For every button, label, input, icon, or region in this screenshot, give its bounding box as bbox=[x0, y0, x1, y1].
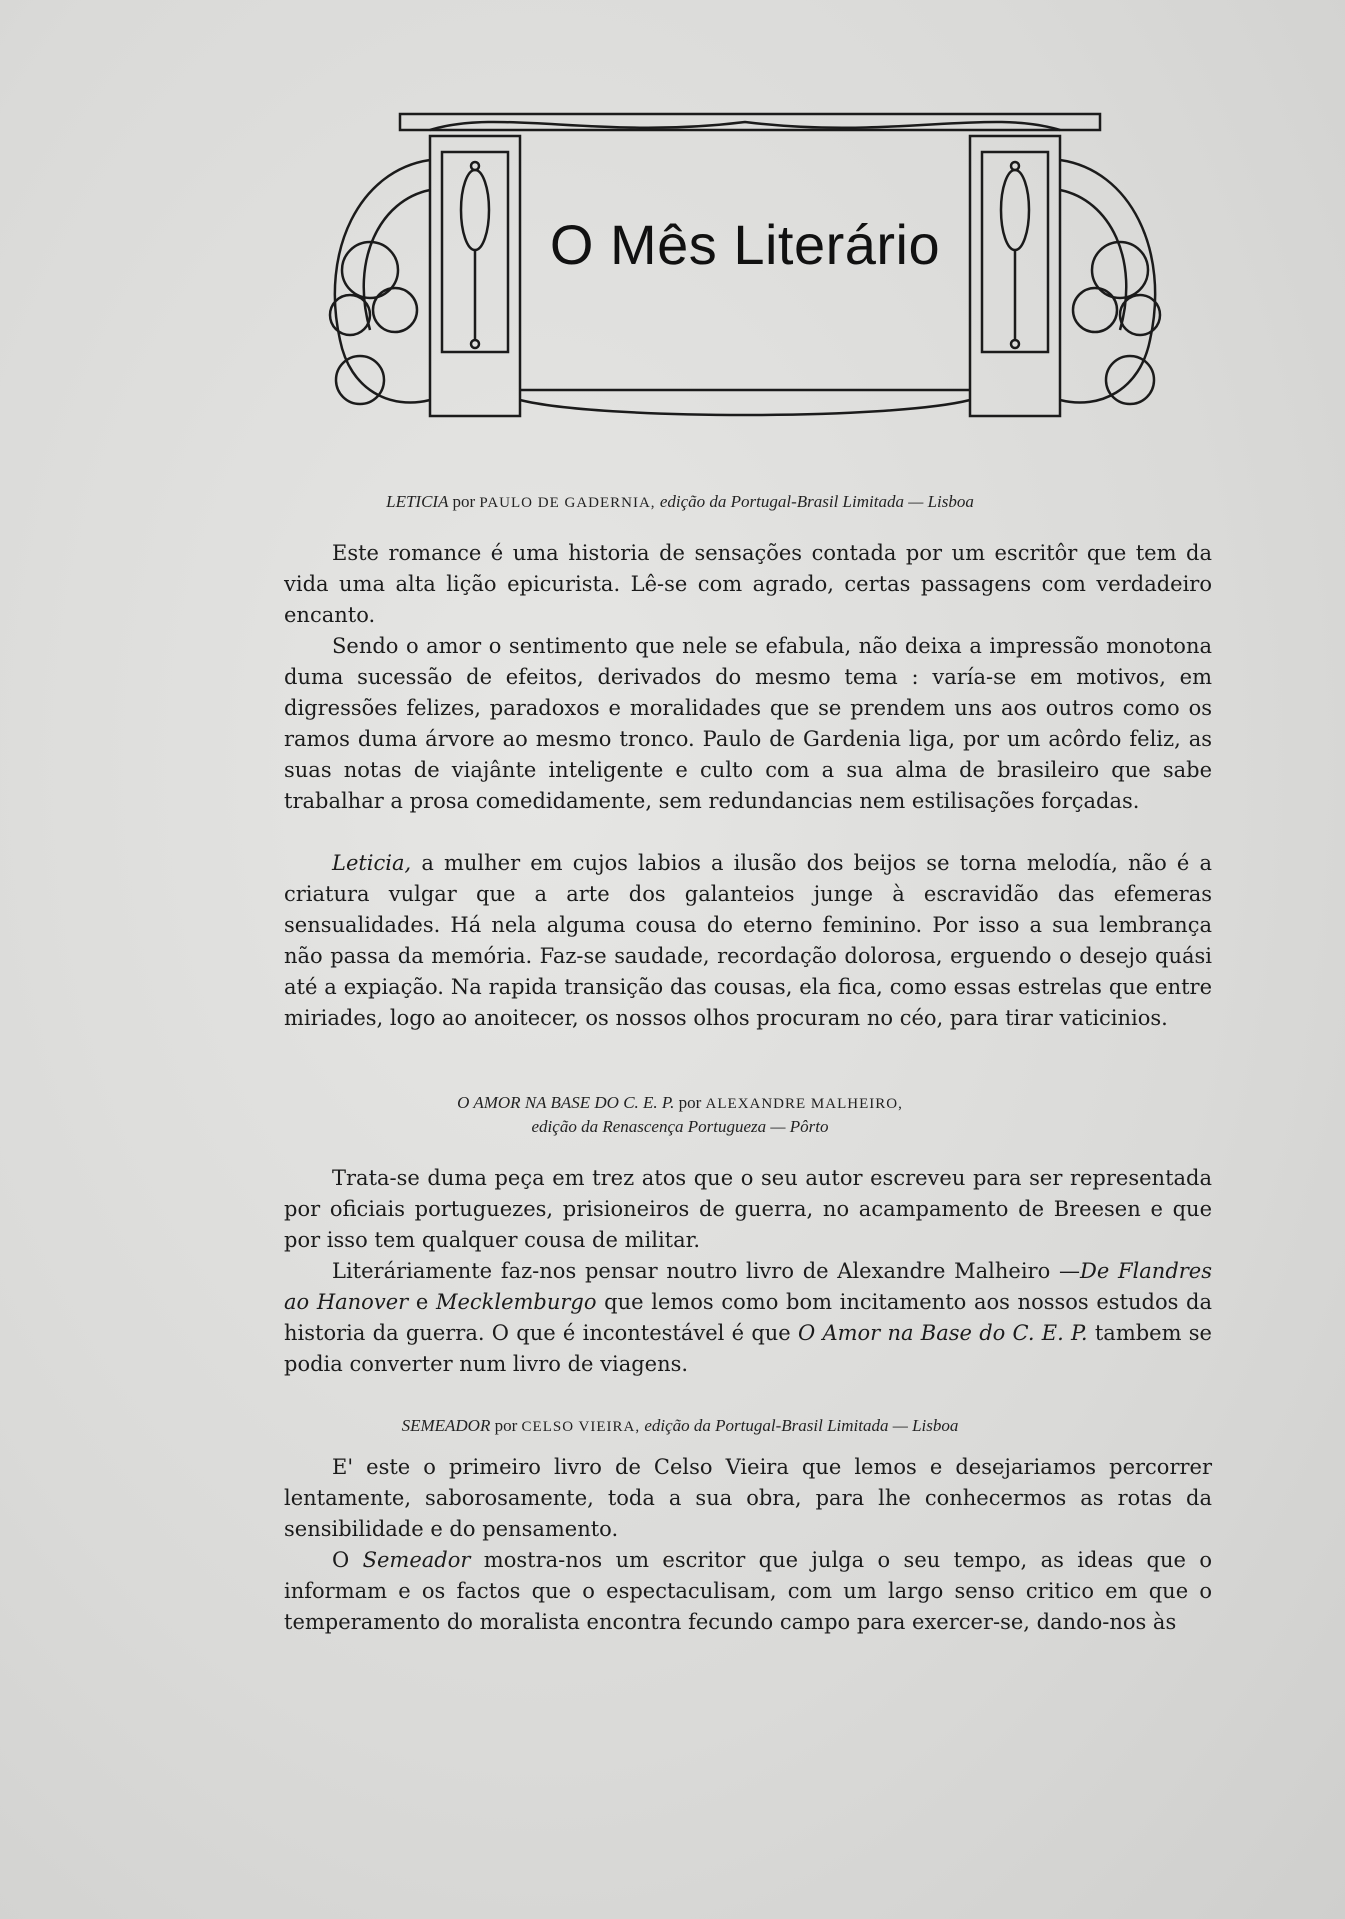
author-name: ALEXANDRE MALHEIRO, bbox=[705, 1096, 903, 1112]
author-name: CELSO VIEIRA, bbox=[521, 1419, 641, 1435]
book-title: LETICIA bbox=[386, 492, 449, 511]
paragraph bbox=[284, 631, 1212, 817]
edition-info: edição da Portugal-Brasil Limitada — Lisboa bbox=[659, 492, 974, 511]
paragraph bbox=[284, 1452, 1212, 1545]
paragraph bbox=[284, 1545, 1212, 1638]
paragraph-text: a mulher em cujos labios a ilusão dos beijos se torna melodía, não é a criatura vulgar que a arte dos galanteios junge à escravidão das efemeras sensualidades. Há nela alguma cousa do eterno feminino. Por isso a sua lembrança não passa da memória. Faz-se saudade, recordação dolorosa, erguendo o desejo quási até a expiação. Na rapida transição das cousas, ela fica, como essas estrelas que entre miriades, logo ao anoitecer, os nossos olhos procuram no céo, para tirar vaticinios. bbox=[284, 851, 1212, 1030]
by-word: por bbox=[452, 492, 476, 511]
text-run: e bbox=[408, 1290, 436, 1314]
paragraph-text: Este romance é uma historia de sensações contada por um escritôr que tem da vida uma alta lição epicurista. Lê-se com agrado, certas passagens com verdadeiro encanto. bbox=[284, 541, 1212, 627]
text-run: mostra-nos um escritor que julga o seu tempo, as ideas que o informam e os factos que o espectaculisam, com um largo senso critico em que o temperamento do moralista encontra fecundo campo para exercer-se, dando-nos às bbox=[284, 1548, 1212, 1634]
italic-title: De Flandres ao Hanover bbox=[284, 1259, 1213, 1314]
edition-info: edição da Portugal-Brasil Limitada — Lisboa bbox=[644, 1416, 959, 1435]
review-heading-leticia bbox=[230, 492, 1130, 512]
paragraph-text: Sendo o amor o sentimento que nele se efabula, não deixa a impressão monotona duma sucessão de efeitos, derivados do mesmo tema : varía-se em motivos, em digressões felizes, paradoxos e moralidades que se prendem uns aos outros como os ramos duma árvore ao mesmo tronco. Paulo de Gardenia liga, por um acôrdo feliz, as suas notas de viajânte inteligente e culto com a sua alma de brasileiro que sabe trabalhar a prosa comedidamente, sem redundancias nem estilisações forçadas. bbox=[284, 634, 1212, 813]
text-run: que lemos como bom incitamento aos nossos estudos da historia da guerra. O que é incontestável é que bbox=[284, 1290, 1213, 1345]
paragraph-text: Trata-se duma peça em trez atos que o seu autor escreveu para ser representada por oficiais portuguezes, prisioneiros de guerra, no acampamento de Breesen e que por isso tem qualquer cousa de militar. bbox=[284, 1166, 1212, 1252]
book-title: SEMEADOR bbox=[401, 1416, 491, 1435]
by-word: por bbox=[494, 1416, 518, 1435]
paragraph-lead-italic: Leticia, bbox=[332, 851, 412, 875]
paragraph bbox=[284, 538, 1212, 631]
paragraph-text: E' este o primeiro livro de Celso Vieira que lemos e desejariamos percorrer lentamente, saborosamente, toda a sua obra, para lhe conhecermos as rotas da sensibilidade e do pensamento. bbox=[284, 1455, 1212, 1541]
italic-title: Semeador bbox=[362, 1548, 471, 1572]
text-run: tambem se podia converter num livro de viagens. bbox=[284, 1321, 1212, 1376]
text-run: O bbox=[332, 1548, 363, 1572]
paragraph bbox=[284, 1163, 1212, 1256]
edition-info: edição da Renascença Portugueza — Pôrto bbox=[531, 1117, 829, 1136]
section-title: O Mês Literário bbox=[549, 213, 941, 276]
review-heading-semeador bbox=[230, 1416, 1130, 1436]
section-header-ornament bbox=[300, 100, 1190, 420]
author-name: PAULO DE GADERNIA, bbox=[479, 495, 656, 511]
italic-title: O Amor na Base do C. E. P. bbox=[797, 1321, 1088, 1345]
review-heading-o-amor bbox=[230, 1093, 1130, 1113]
italic-title: Mecklemburgo bbox=[435, 1290, 597, 1314]
paragraph bbox=[284, 1256, 1212, 1380]
text-run: Literáriamente faz-nos pensar noutro livro de Alexandre Malheiro — bbox=[332, 1259, 1080, 1283]
paragraph bbox=[284, 848, 1212, 1034]
by-word: por bbox=[678, 1093, 702, 1112]
book-title: O AMOR NA BASE DO C. E. P. bbox=[457, 1093, 675, 1112]
